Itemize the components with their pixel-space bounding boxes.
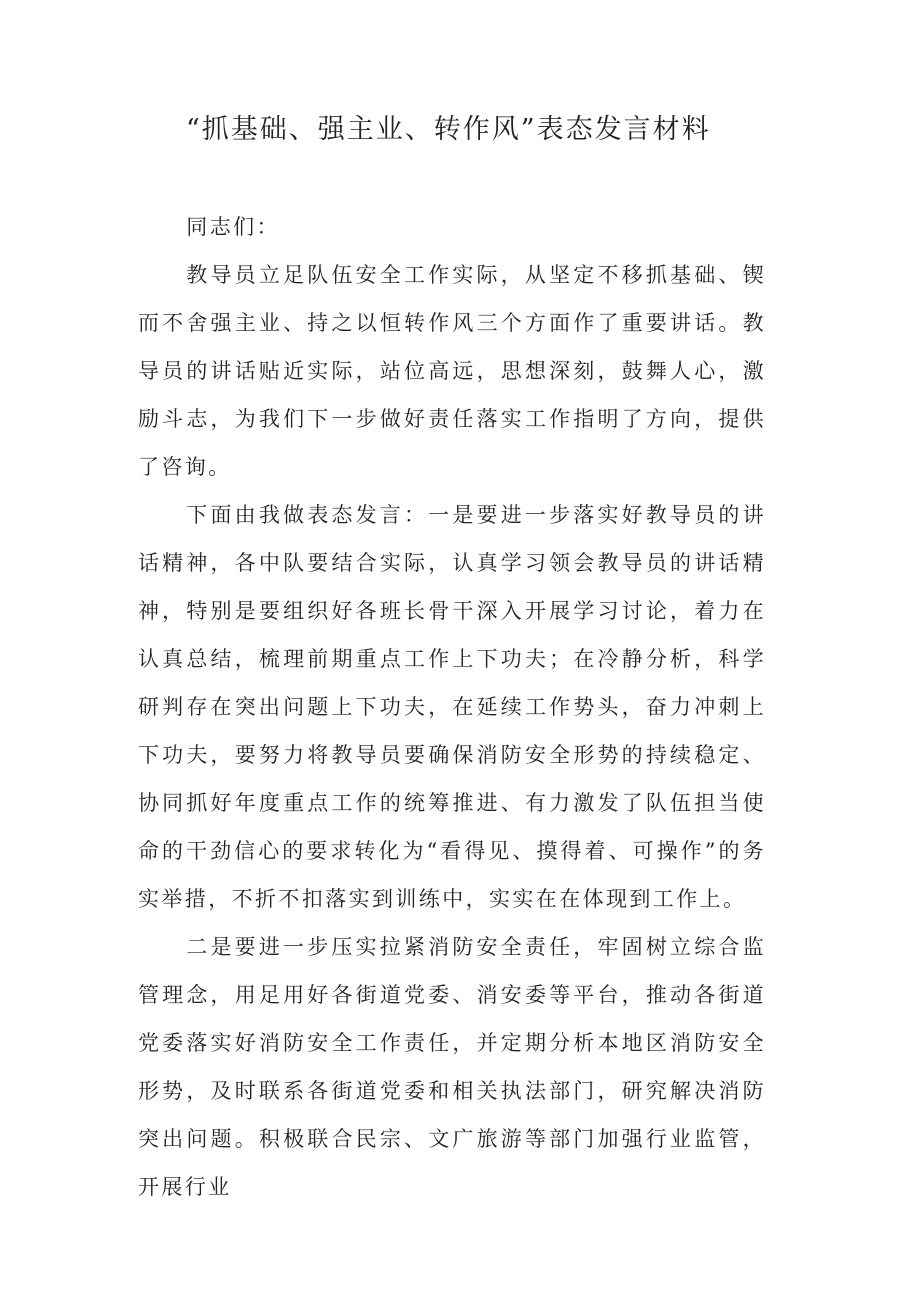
paragraph-3: 二是要进一步压实拉紧消防安全责任，牢固树立综合监管理念，用足用好各街道党委、消安委等平台，推动各街道党委落实好消防安全工作责任，并定期分析本地区消防安全形势，及时联系各街道党委和相关执法部门，研究解决消防突出问题。积极联合民宗、文广旅游等部门加强行业监管，开展行业 xyxy=(138,935,766,1199)
document-title: “抓基础、强主业、转作风”表态发言材料 xyxy=(186,114,711,145)
salutation: 同志们： xyxy=(186,215,280,239)
document-body xyxy=(138,203,766,1211)
paragraph-1: 教导员立足队伍安全工作实际，从坚定不移抓基础、锲而不舍强主业、持之以恒转作风三个方面作了重要讲话。教导员的讲话贴近实际，站位高远，思想深刻，鼓舞人心，激励斗志，为我们下一步做好责任落实工作指明了方向，提供了咨询。 xyxy=(138,263,766,479)
paragraph-2: 下面由我做表态发言：一是要进一步落实好教导员的讲话精神，各中队要结合实际，认真学习领会教导员的讲话精神，特别是要组织好各班长骨干深入开展学习讨论，着力在认真总结，梳理前期重点工作上下功夫；在冷静分析，科学研判存在突出问题上下功夫，在延续工作势头，奋力冲刺上下功夫，要努力将教导员要确保消防安全形势的持续稳定、协同抓好年度重点工作的统筹推进、有力激发了队伍担当使命的干劲信心的要求转化为“看得见、摸得着、可操作”的务实举措，不折不扣落实到训练中，实实在在体现到工作上。 xyxy=(138,503,766,911)
